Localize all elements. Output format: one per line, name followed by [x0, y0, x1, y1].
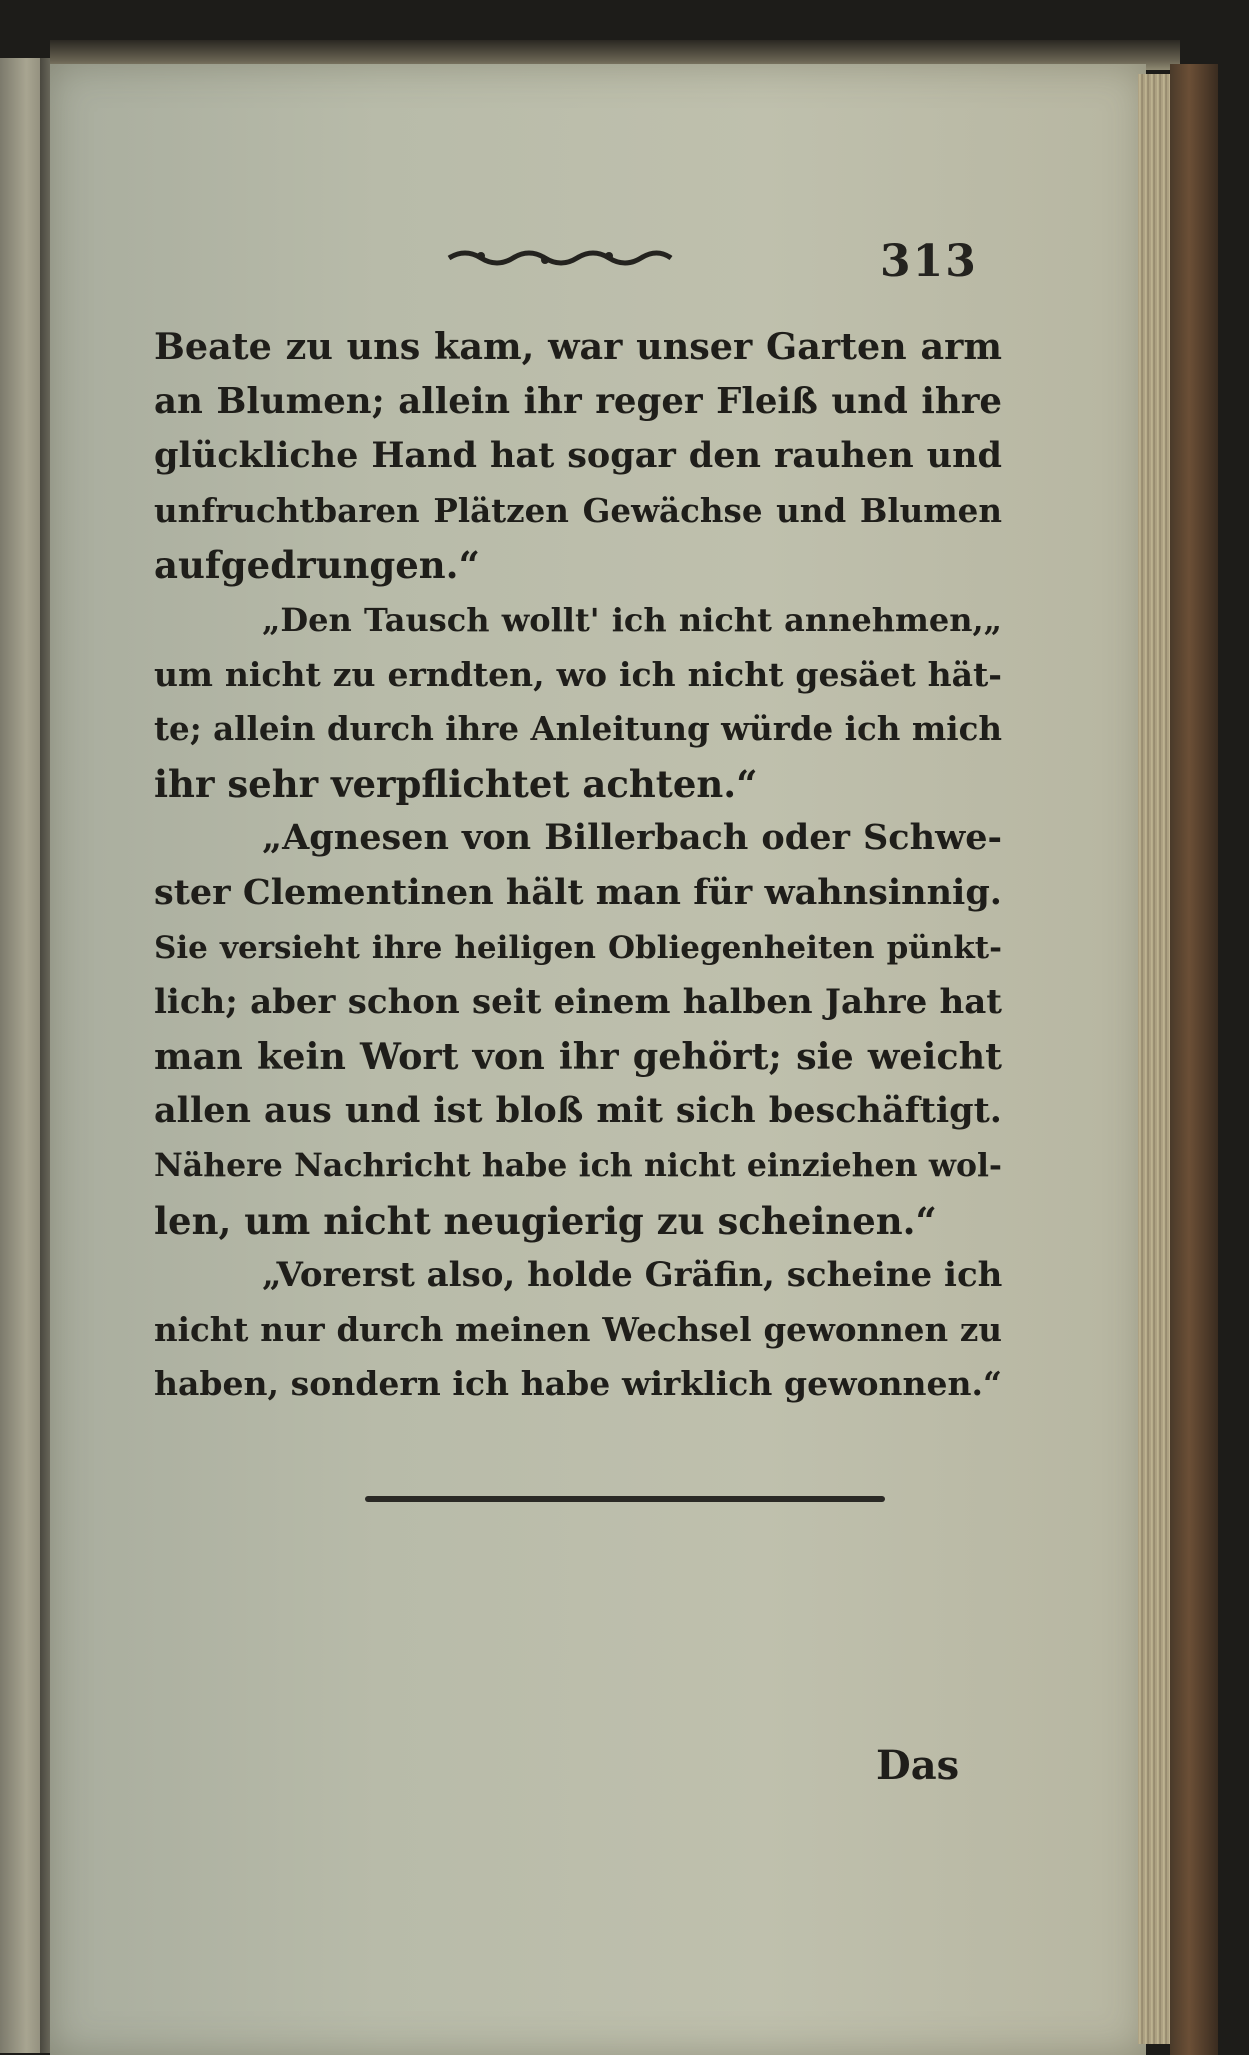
text-line: haben, sondern ich habe wirklich gewonnen.“ — [154, 1364, 1002, 1404]
text-line: man kein Wort von ihr gehört; sie weicht — [154, 1034, 1002, 1078]
body-text — [154, 320, 1002, 1412]
text-line: ster Clementinen hält man für wahnsinnig. — [154, 871, 1002, 913]
text-line: nicht nur durch meinen Wechsel gewonnen zu — [154, 1309, 1002, 1349]
page-block-edges — [1138, 74, 1172, 2044]
catchword: Das — [876, 1742, 960, 1789]
text-line: Beate zu uns kam, war unser Garten arm — [154, 325, 1002, 368]
page-number: 313 — [880, 236, 978, 287]
text-line: ihr sehr verpflichtet achten.“ — [154, 761, 758, 806]
text-line: „Agnesen von Billerbach oder Schwe- — [262, 817, 1002, 859]
facing-page-edge — [0, 58, 44, 2053]
book-cover-edge — [1170, 64, 1218, 2055]
text-line: „Vorerst also, holde Gräfin, scheine ich — [262, 1255, 1003, 1296]
text-line: unfruchtbaren Plätzen Gewächse und Blumen — [154, 490, 1002, 530]
text-line: Nähere Nachricht habe ich nicht einziehen wol- — [154, 1146, 1002, 1184]
text-line: lich; aber schon seit einem halben Jahre hat — [154, 982, 1002, 1023]
text-line: Sie versieht ihre heiligen Obliegenheiten pünkt- — [154, 929, 1002, 966]
text-line: allen aus und ist bloß mit sich beschäftigt. — [154, 1090, 1002, 1132]
text-line: aufgedrungen.“ — [154, 543, 480, 588]
section-rule — [365, 1496, 885, 1502]
text-line: len, um nicht neugierig zu scheinen.“ — [154, 1198, 937, 1243]
text-line: an Blumen; allein ihr reger Fleiß und ihre — [154, 380, 1002, 422]
text-line: glückliche Hand hat sogar den rauhen und — [154, 435, 1002, 477]
header-ornament — [445, 244, 675, 270]
text-line: um nicht zu erndten, wo ich nicht gesäet hät- — [154, 654, 1002, 694]
text-line: te; allein durch ihre Anleitung würde ich mich — [154, 709, 1002, 749]
text-line: „Den Tausch wollt' ich nicht annehmen,„ — [262, 600, 1002, 639]
